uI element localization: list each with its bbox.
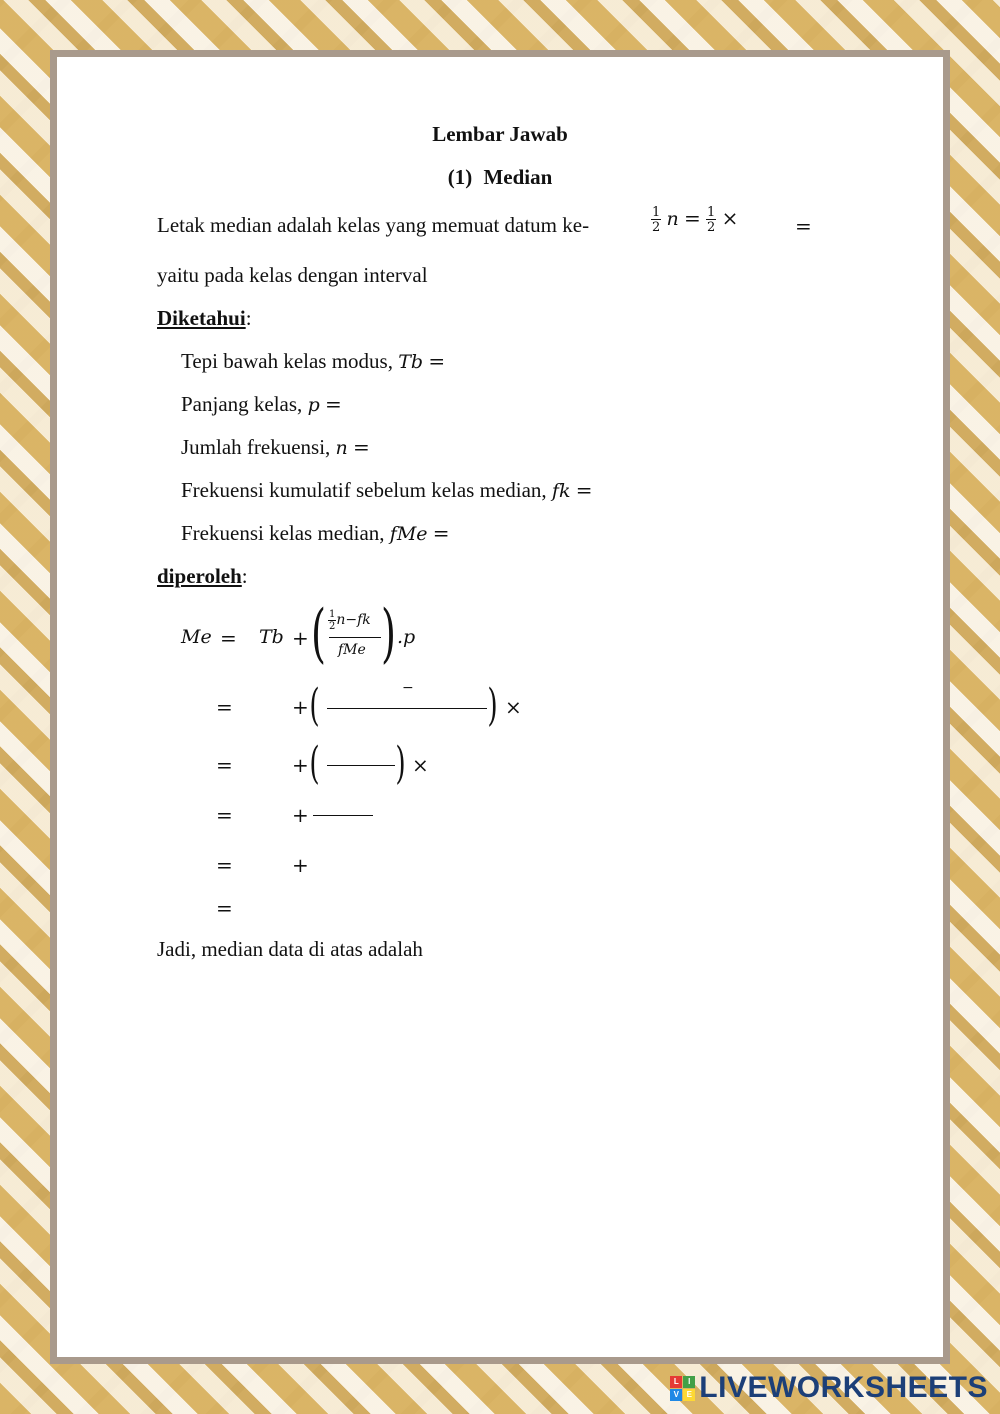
liveworksheets-logo[interactable] <box>670 1370 988 1406</box>
given-item-n <box>181 435 370 460</box>
given-item-label: Jumlah frekuensi, <box>181 435 336 459</box>
left-paren: ( <box>310 597 326 671</box>
step1-equals: = <box>216 695 233 719</box>
formula-plus: + <box>292 626 309 650</box>
times-sign: × <box>721 206 739 230</box>
worksheet-page <box>57 57 943 1357</box>
logo-blocks-icon <box>670 1376 695 1401</box>
step1-times: × <box>505 695 522 719</box>
given-heading-label: Diketahui <box>157 306 246 330</box>
given-item-equals: = <box>428 349 446 373</box>
result-equals-sign: = <box>795 214 812 238</box>
given-colon: : <box>245 306 252 330</box>
derived-heading-label: diperoleh <box>157 564 242 588</box>
derived-heading <box>157 564 248 589</box>
formula-denominator: fMe <box>338 642 366 658</box>
step2-fraction-bar <box>327 765 395 766</box>
given-item-tb <box>181 349 445 374</box>
step4-equals: = <box>216 853 233 877</box>
section-name: Median <box>483 165 553 189</box>
formula-dot-p: .p <box>397 626 416 648</box>
given-item-equals: = <box>432 521 450 545</box>
inner-half-den: 2 <box>329 621 336 632</box>
logo-block-l: L <box>670 1376 682 1388</box>
given-item-label: Tepi bawah kelas modus, <box>181 349 399 373</box>
step5-equals: = <box>216 896 233 920</box>
median-location-line <box>157 213 589 238</box>
given-item-symbol: n <box>335 437 348 459</box>
interval-line: yaitu pada kelas dengan interval <box>157 263 428 287</box>
logo-block-e: E <box>683 1389 695 1401</box>
step2-times: × <box>412 753 429 777</box>
right-paren: ) <box>380 597 396 671</box>
given-item-label: Panjang kelas, <box>181 392 308 416</box>
median-location-text: Letak median adalah kelas yang memuat datum ke- <box>157 213 590 237</box>
step3-plus: + <box>292 803 309 827</box>
section-number: (1) <box>447 165 473 189</box>
given-item-symbol: Tb <box>398 351 424 373</box>
given-item-equals: = <box>575 478 593 502</box>
step2-left-paren: ( <box>309 738 320 789</box>
median-position-formula <box>651 206 738 234</box>
given-item-symbol: p <box>307 394 320 416</box>
worksheet-title: Lembar Jawab <box>432 122 568 146</box>
section-heading <box>0 165 1000 190</box>
step1-left-paren: ( <box>309 680 320 731</box>
derived-colon: : <box>241 564 248 588</box>
step4-plus: + <box>292 853 309 877</box>
half-denominator: 2 <box>652 220 661 236</box>
given-item-symbol: fk <box>551 480 571 502</box>
formula-numerator <box>328 610 371 632</box>
formula-tb: Tb <box>259 626 284 648</box>
given-item-p <box>181 392 342 417</box>
step2-plus: + <box>292 753 309 777</box>
given-item-symbol: fMe <box>389 523 428 545</box>
half-denominator-2: 2 <box>707 220 716 236</box>
equals-sign: = <box>684 206 701 230</box>
step1-minus: − <box>402 680 414 696</box>
given-item-fk <box>181 478 592 503</box>
step1-right-paren: ) <box>487 680 498 731</box>
formula-fraction-bar <box>329 637 381 638</box>
var-n: n <box>666 208 679 230</box>
given-heading <box>157 306 252 331</box>
half-numerator: 1 <box>652 205 661 221</box>
step3-fraction-bar <box>313 815 373 816</box>
given-item-label: Frekuensi kelas median, <box>181 521 390 545</box>
conclusion-line: Jadi, median data di atas adalah <box>157 937 423 961</box>
half-numerator-2: 1 <box>707 205 716 221</box>
step1-fraction-bar <box>327 708 487 709</box>
step1-plus: + <box>292 695 309 719</box>
inner-half-num: 1 <box>329 609 336 620</box>
logo-text: LIVEWORKSHEETS <box>699 1371 988 1404</box>
logo-block-v: V <box>670 1389 682 1401</box>
numerator-rest: n−fk <box>336 612 371 629</box>
given-item-label: Frekuensi kumulatif sebelum kelas median, <box>181 478 552 502</box>
given-item-equals: = <box>324 392 342 416</box>
given-item-fme <box>181 521 450 546</box>
formula-lhs: Me <box>181 626 212 648</box>
step2-right-paren: ) <box>395 738 406 789</box>
step3-equals: = <box>216 803 233 827</box>
logo-block-i: I <box>683 1376 695 1388</box>
formula-equals: = <box>220 626 237 650</box>
step2-equals: = <box>216 753 233 777</box>
given-item-equals: = <box>353 435 370 459</box>
